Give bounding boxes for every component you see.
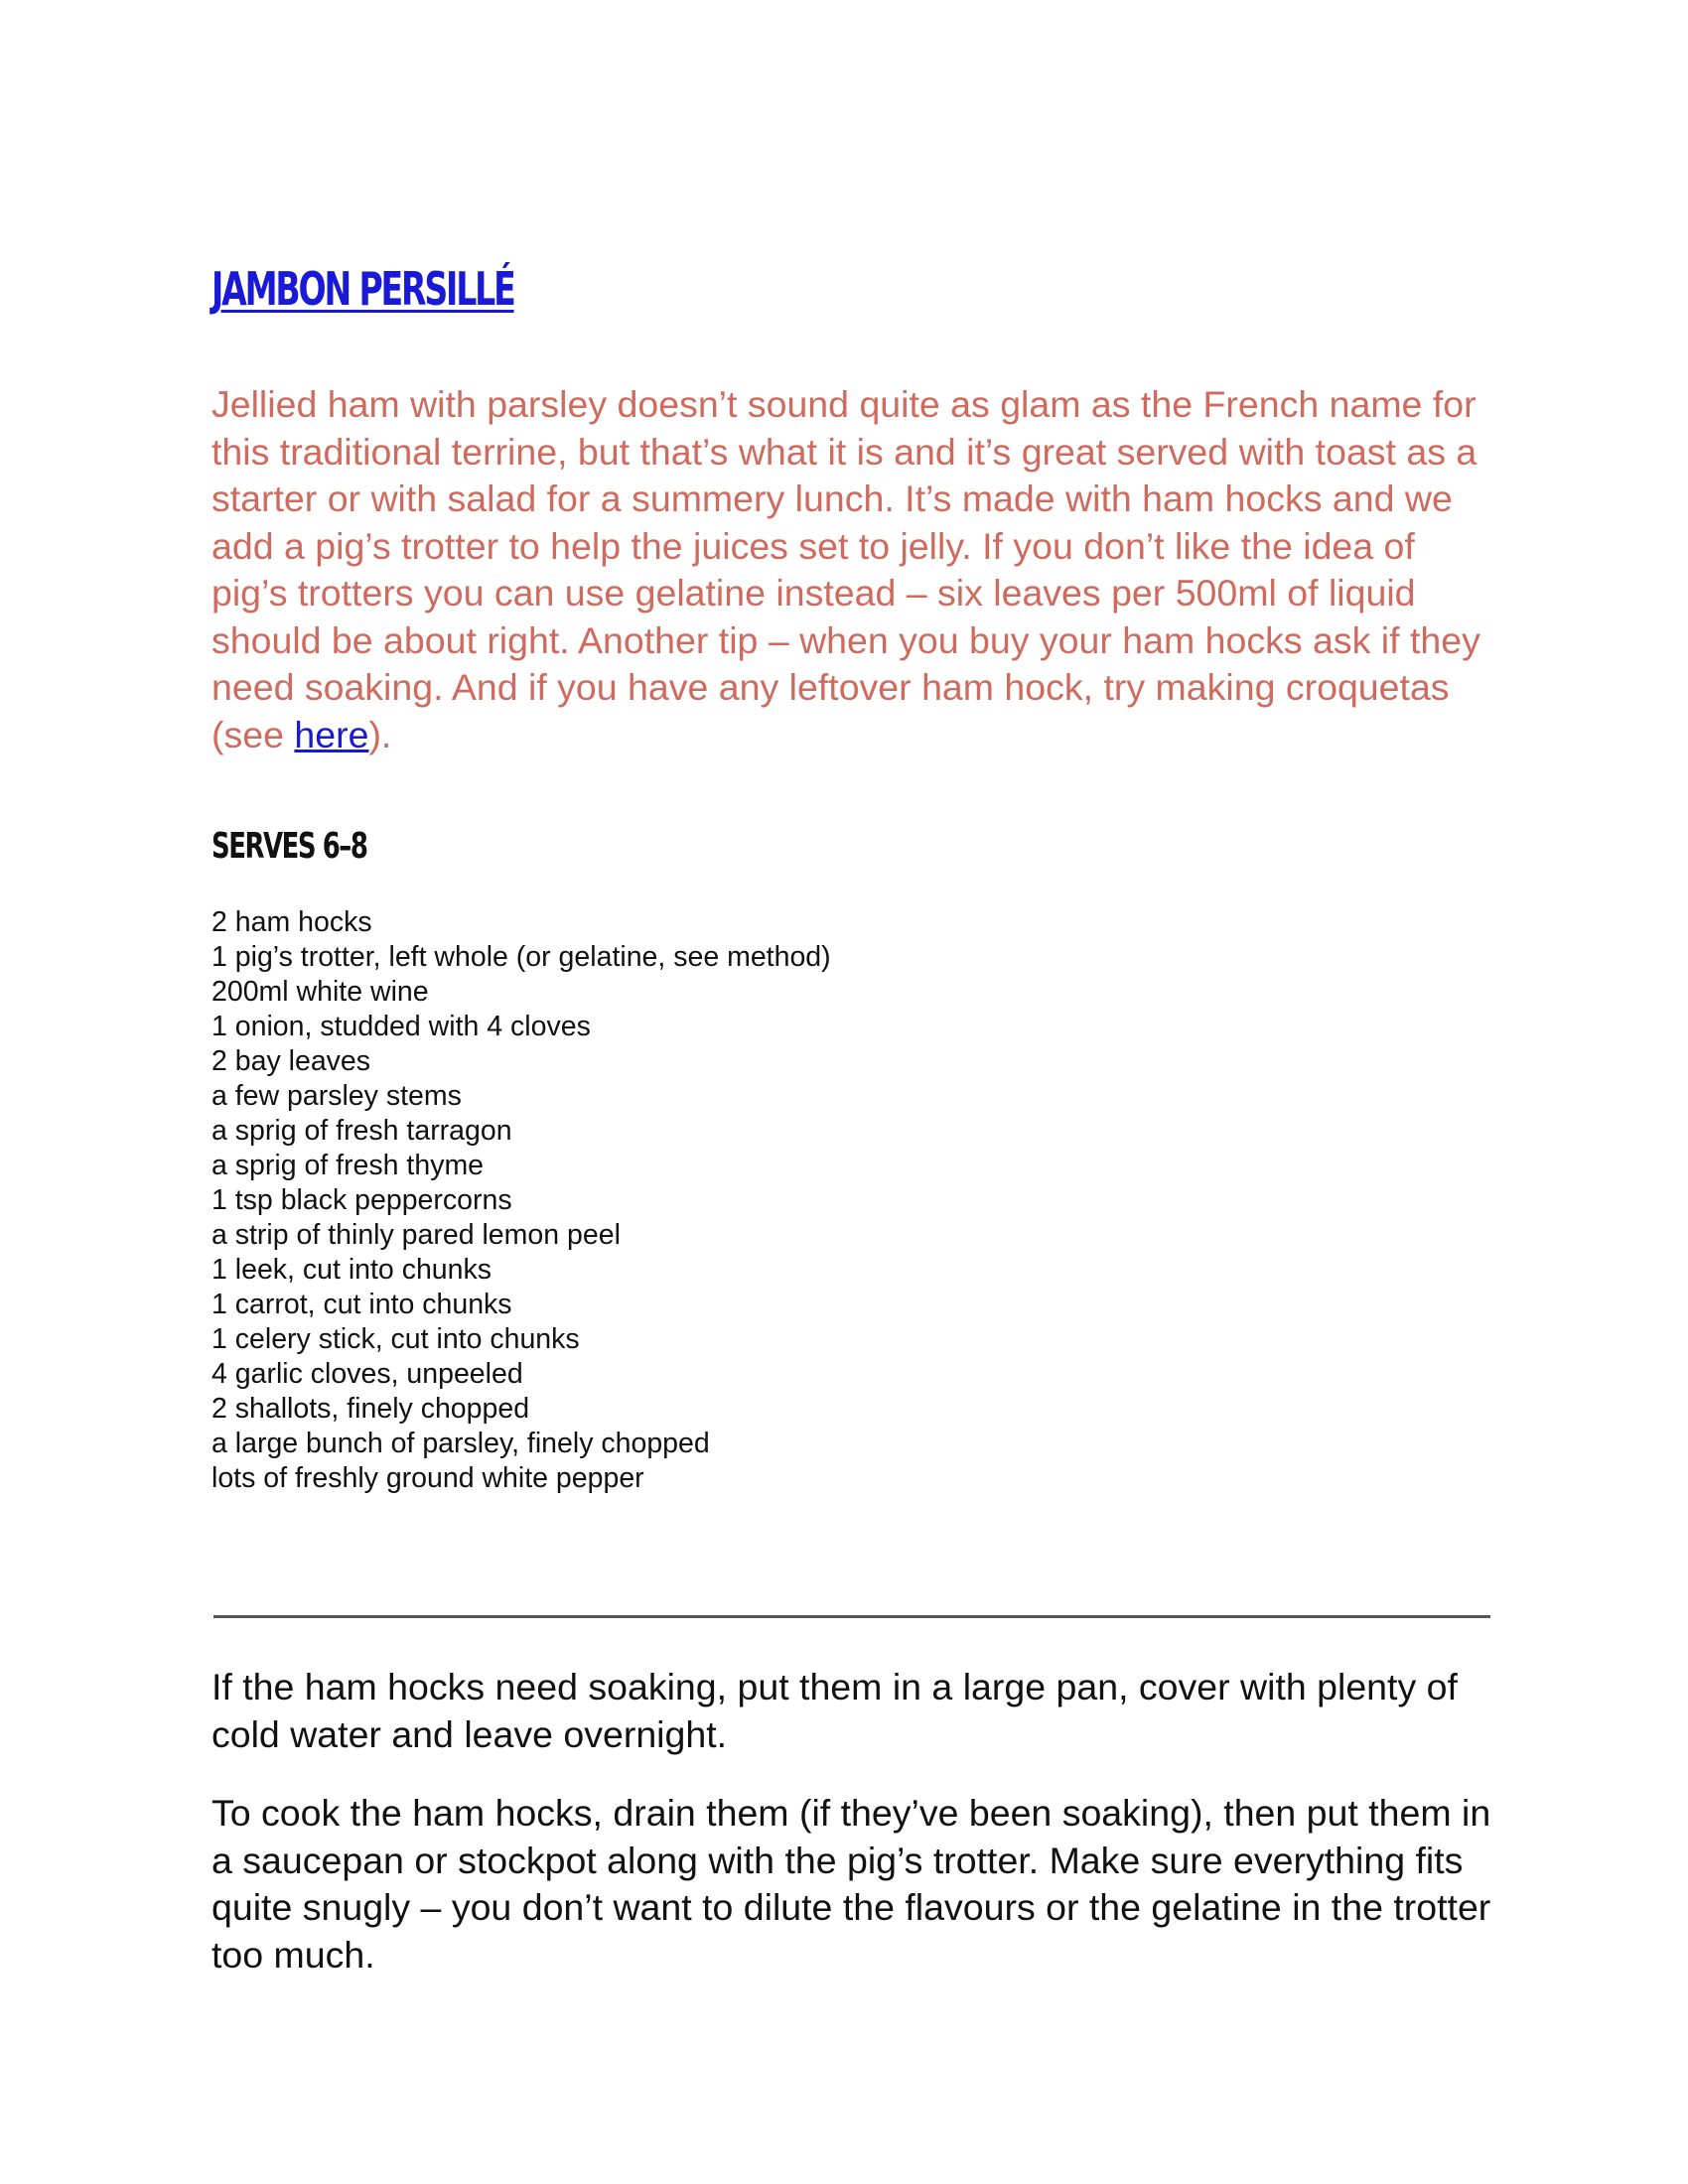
ingredient-item: a strip of thinly pared lemon peel [211,1219,621,1251]
section-divider [213,1615,1490,1618]
method-step: If the ham hocks need soaking, put them in a large pan, cover with plenty of cold water and leave overnight. [211,1666,1458,1755]
recipe-intro [211,381,1492,758]
ingredient-item: 1 celery stick, cut into chunks [211,1323,580,1355]
ingredient-item: 2 shallots, finely chopped [211,1393,530,1425]
ingredient-item: 1 tsp black peppercorns [211,1184,512,1216]
recipe-title-link[interactable]: JAMBON PERSILLÉ [211,262,514,316]
ingredient-item: 2 ham hocks [211,906,372,938]
ingredient-item: a sprig of fresh thyme [211,1150,485,1181]
method-step: To cook the ham hocks, drain them (if they’ve been soaking), then put them in a saucepan or stockpot along with the pig’s trotter. Make sure everything fits quite snugly – you don’t want to dilute the flavours or the gelatine in the trotter too much. [211,1792,1491,1976]
ingredient-item: a few parsley stems [211,1080,462,1112]
ingredient-item: 1 pig’s trotter, left whole (or gelatine, see method) [211,941,831,973]
intro-text: Jellied ham with parsley doesn’t sound quite as glam as the French name for this traditional terrine, but that’s what it is and it’s great served with toast as a starter or with salad for a summery lunch. It’s made with ham hocks and we add a pig’s trotter to help the juices set to jelly. If you don’t like the idea of pig’s trotters you can use gelatine instead – six leaves per 500ml of liquid should be about right. Another tip – when you buy your ham hocks ask if they need soaking. And if you have any leftover ham hock, try making croquetas (see [211,383,1480,755]
ingredient-item: a sprig of fresh tarragon [211,1115,512,1147]
ingredient-item: 200ml white wine [211,976,429,1008]
croquetas-link[interactable]: here [294,713,369,755]
method-section [211,1664,1492,2010]
ingredient-item: 1 onion, studded with 4 cloves [211,1011,591,1042]
ingredient-item: lots of freshly ground white pepper [211,1462,644,1494]
ingredient-item: 1 leek, cut into chunks [211,1254,492,1286]
ingredients-list [211,905,831,1496]
ingredient-item: 4 garlic cloves, unpeeled [211,1358,523,1390]
ingredient-item: a large bunch of parsley, finely chopped [211,1428,710,1459]
ingredient-item: 1 carrot, cut into chunks [211,1289,512,1320]
intro-text-end: ). [368,713,392,755]
serves-heading: SERVES 6–8 [211,826,367,867]
ingredient-item: 2 bay leaves [211,1045,371,1077]
